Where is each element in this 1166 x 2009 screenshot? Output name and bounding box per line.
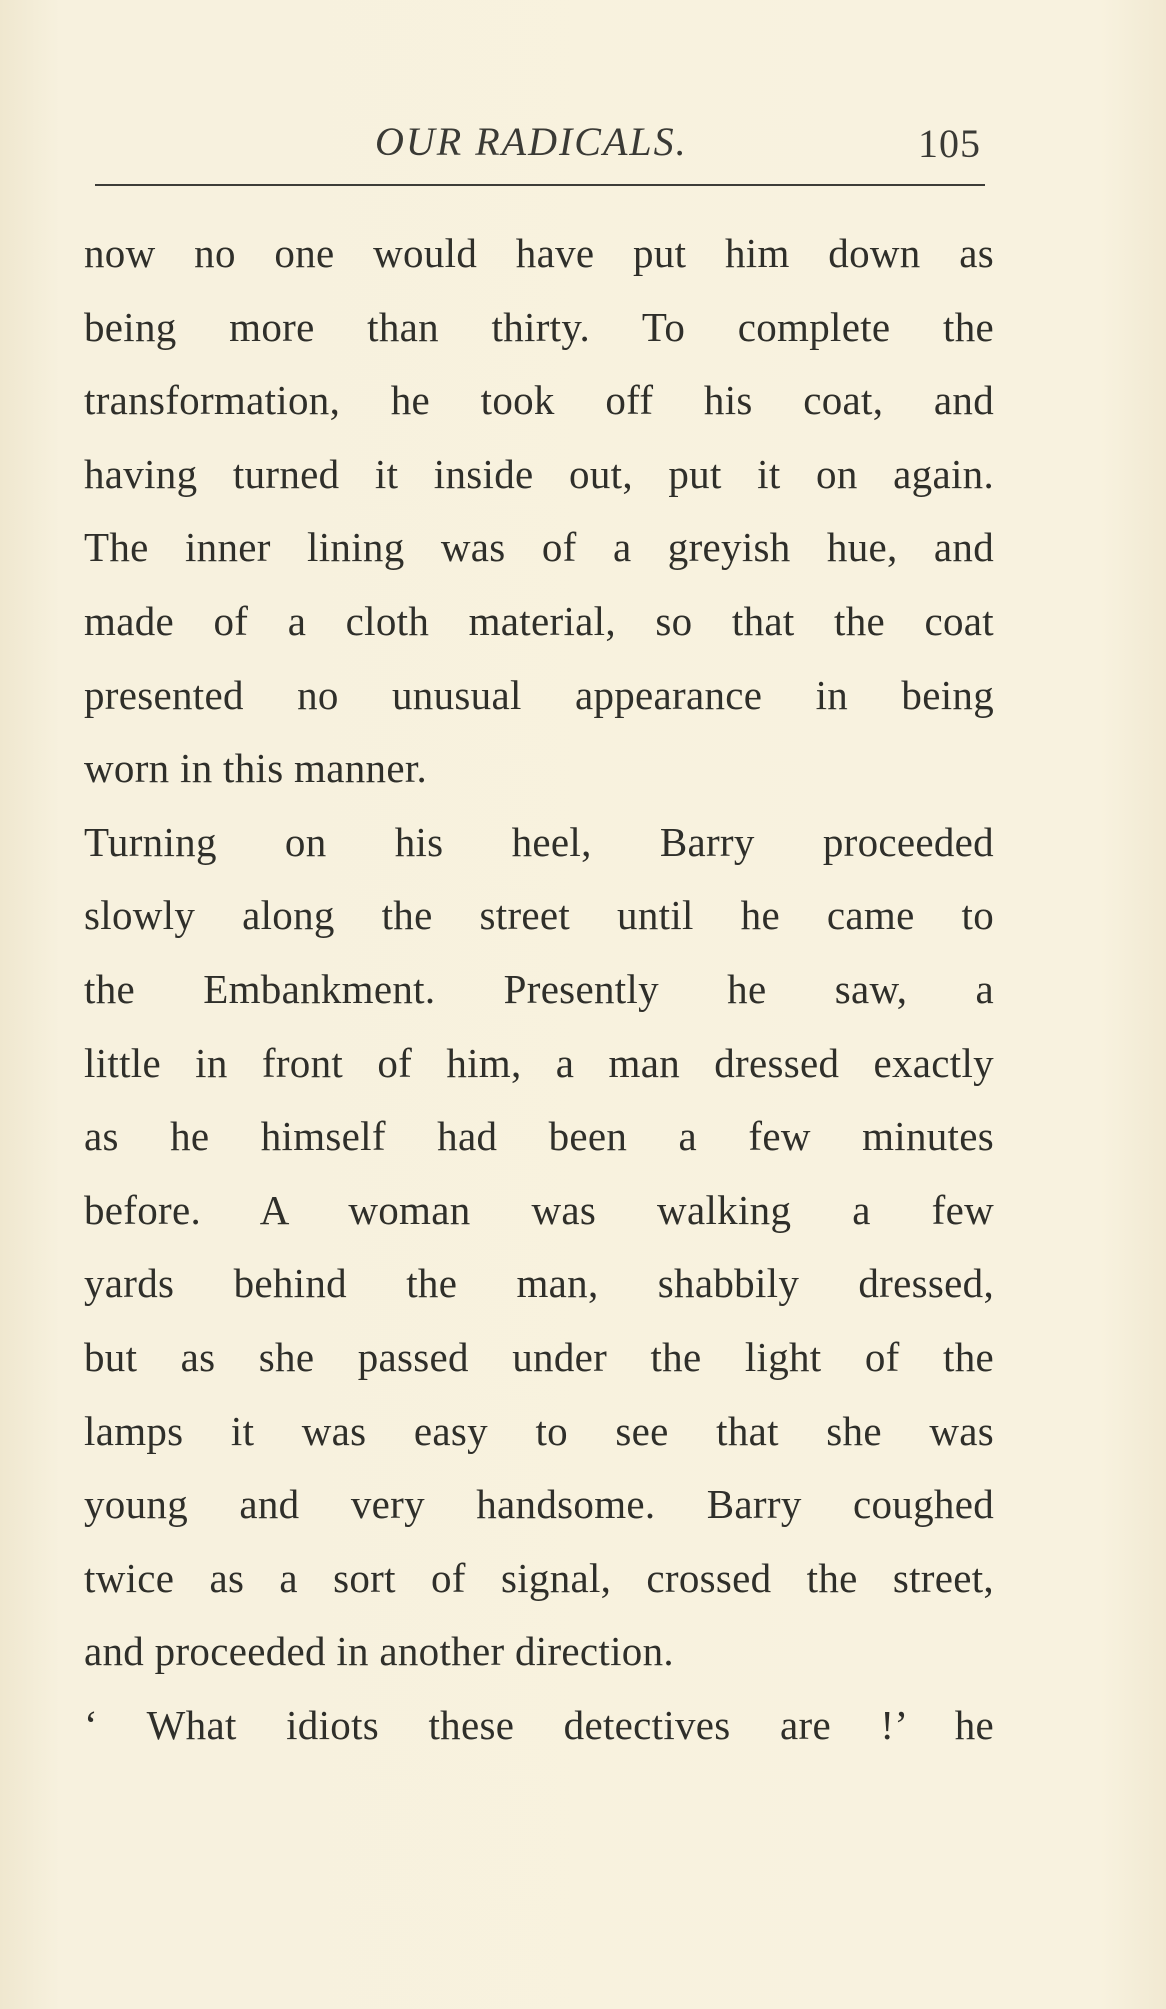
text-line: now no one would have put him down as: [84, 230, 994, 276]
header-rule: [95, 184, 985, 186]
running-head: [0, 118, 1166, 178]
text-line: Turning on his heel, Barry proceeded: [84, 818, 994, 865]
text-line: transformation, he took off his coat, and: [84, 377, 994, 424]
text-line: little in front of him, a man dressed exactly: [84, 1039, 994, 1086]
text-line: but as she passed under the light of the: [84, 1333, 994, 1380]
text-line: lamps it was easy to see that she was: [84, 1407, 994, 1454]
text-line: young and very handsome. Barry coughed: [84, 1481, 994, 1528]
text-line: as he himself had been a few minutes: [84, 1113, 994, 1160]
text-line: having turned it inside out, put it on again.: [84, 450, 994, 497]
text-line: slowly along the street until he came to: [84, 892, 994, 939]
text-line: presented no unusual appearance in being: [84, 671, 994, 718]
text-line: made of a cloth material, so that the coat: [84, 597, 994, 644]
text-line: yards behind the man, shabbily dressed,: [84, 1260, 994, 1307]
page-number: 105: [918, 121, 981, 166]
text-line: twice as a sort of signal, crossed the street,: [84, 1554, 994, 1601]
text-line: The inner lining was of a greyish hue, and: [84, 524, 994, 571]
text-line: the Embankment. Presently he saw, a: [84, 965, 994, 1012]
running-title: OUR RADICALS.: [375, 119, 688, 164]
text-line: and proceeded in another direction.: [84, 1628, 674, 1675]
body-text: [84, 217, 994, 1762]
text-line: before. A woman was walking a few: [84, 1186, 994, 1233]
text-line: being more than thirty. To complete the: [84, 303, 994, 350]
text-line: ‘ What idiots these detectives are !’ he: [84, 1701, 994, 1748]
text-line: worn in this manner.: [84, 745, 428, 792]
